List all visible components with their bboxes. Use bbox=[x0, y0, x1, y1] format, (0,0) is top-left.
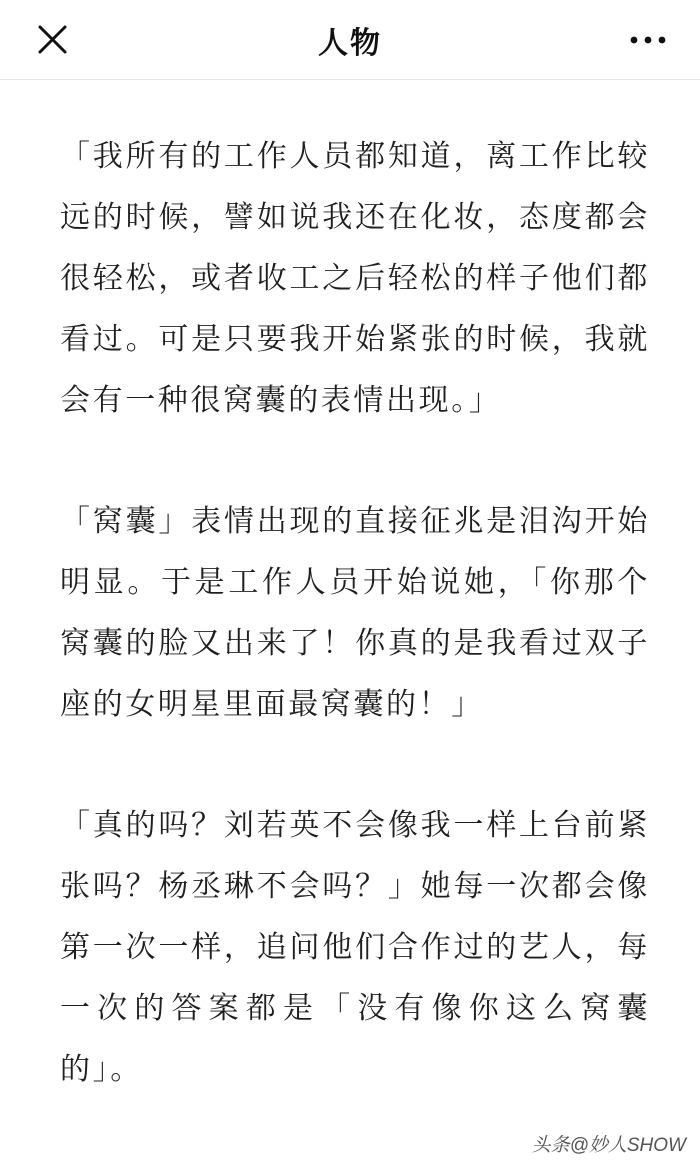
top-navbar bbox=[0, 0, 700, 80]
article-paragraph: 「窝囊」表情出现的直接征兆是泪沟开始明显。于是工作人员开始说她，「你那个窝囊的脸又出来了！你真的是我看过双子座的女明星里面最窝囊的！」 bbox=[60, 504, 650, 722]
article-body bbox=[60, 126, 650, 1160]
more-button[interactable] bbox=[626, 20, 670, 60]
article-paragraph: 「真的吗？刘若英不会像我一样上台前紧张吗？杨丞琳不会吗？」她每一次都会像第一次一样，追问他们合作过的艺人，每一次的答案都是「没有像你这么窝囊的」。 bbox=[60, 808, 650, 1087]
article-paragraph: 「我所有的工作人员都知道，离工作比较远的时候，譬如说我还在化妆，态度都会很轻松，或者收工之后轻松的样子他们都看过。可是只要我开始紧张的时候，我就会有一种很窝囊的表情出现。」 bbox=[60, 139, 650, 418]
more-dots-icon bbox=[626, 20, 670, 60]
source-watermark: 头条@妙人SHOW bbox=[531, 1135, 686, 1156]
page-title: 人物 bbox=[318, 26, 382, 61]
